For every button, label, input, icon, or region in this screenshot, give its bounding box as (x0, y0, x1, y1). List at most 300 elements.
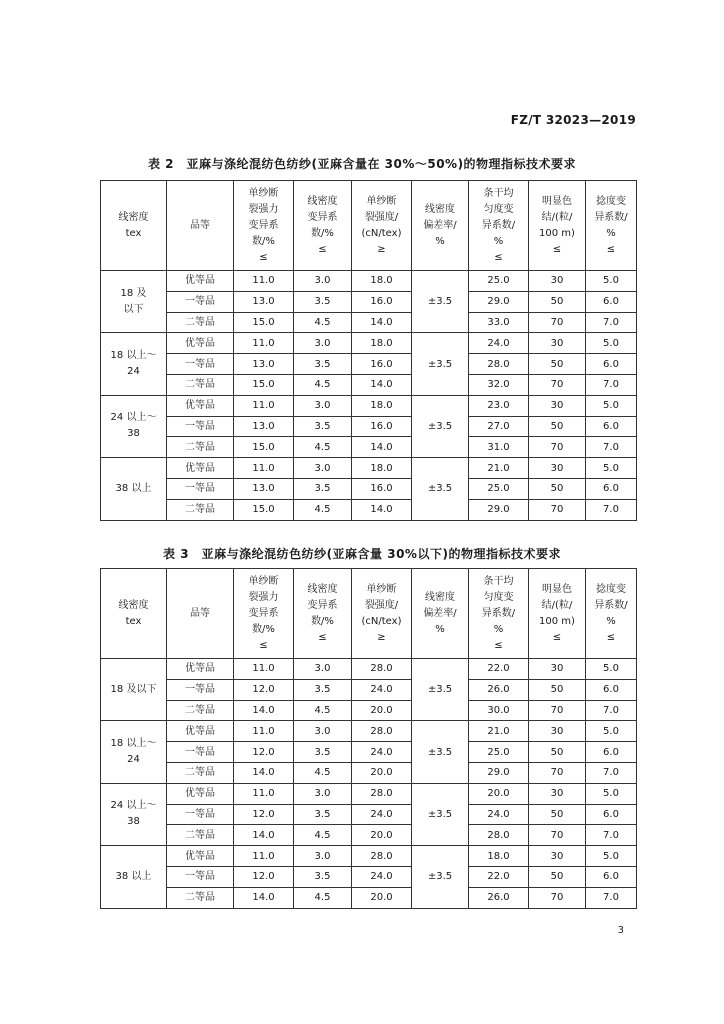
table-row (101, 333, 637, 354)
table-row (101, 659, 637, 680)
evenness-cv-cell: 26.0 (469, 679, 529, 700)
grade-cell: 优等品 (167, 783, 234, 804)
column-header (469, 181, 529, 271)
column-header-line: % (606, 615, 616, 627)
column-header-line: 变异系 (248, 607, 279, 619)
column-header-line: 线密度 (425, 591, 455, 603)
density-cv-cell: 4.5 (294, 825, 352, 846)
tenacity-cell: 20.0 (352, 887, 412, 908)
grade-cell: 二等品 (167, 499, 234, 520)
evenness-cv-cell: 21.0 (469, 458, 529, 479)
density-cv-cell: 3.5 (294, 478, 352, 499)
density-cv-cell: 3.5 (294, 866, 352, 887)
density-range-line: 以下 (123, 303, 144, 315)
evenness-cv-cell: 22.0 (469, 659, 529, 680)
tenacity-cell: 24.0 (352, 742, 412, 763)
neps-cell: 70 (529, 374, 586, 395)
twist-cv-cell: 7.0 (586, 825, 637, 846)
strength-cv-cell: 14.0 (234, 825, 294, 846)
strength-cv-cell: 13.0 (234, 354, 294, 375)
neps-cell: 50 (529, 679, 586, 700)
column-header-line: 线密度 (307, 583, 338, 595)
strength-cv-cell: 15.0 (234, 312, 294, 333)
neps-cell: 50 (529, 291, 586, 312)
column-header-line: ≥ (377, 243, 386, 255)
table-row (101, 271, 637, 292)
twist-cv-cell: 5.0 (586, 271, 637, 292)
tenacity-cell: 14.0 (352, 499, 412, 520)
density-range-cell (101, 846, 167, 908)
density-range-line: 24 以上～ (110, 412, 157, 424)
strength-cv-cell: 12.0 (234, 679, 294, 700)
density-cv-cell: 3.0 (294, 659, 352, 680)
density-range-cell (101, 783, 167, 845)
strength-cv-cell: 15.0 (234, 499, 294, 520)
tenacity-cell: 16.0 (352, 478, 412, 499)
evenness-cv-cell: 25.0 (469, 742, 529, 763)
column-header-line: % (493, 623, 504, 635)
twist-cv-cell: 6.0 (586, 679, 637, 700)
table-3-caption: 表 3 亚麻与涤纶混纺色纺纱(亚麻含量 30%以下)的物理指标技术要求 (163, 547, 561, 561)
column-header-line: % (435, 623, 445, 635)
grade-cell: 二等品 (167, 825, 234, 846)
density-range-cell (101, 458, 167, 520)
column-header-line: 偏差率/ (423, 219, 457, 231)
neps-cell: 30 (529, 271, 586, 292)
neps-cell: 50 (529, 416, 586, 437)
density-range-cell (101, 271, 167, 333)
density-cv-cell: 4.5 (294, 762, 352, 783)
column-header-line: ≤ (552, 631, 562, 643)
neps-cell: 70 (529, 312, 586, 333)
density-cv-cell: 3.5 (294, 679, 352, 700)
deviation-cell: ±3.5 (412, 846, 469, 908)
density-cv-cell: 3.0 (294, 721, 352, 742)
twist-cv-cell: 5.0 (586, 333, 637, 354)
column-header (101, 569, 167, 659)
grade-cell: 一等品 (167, 742, 234, 763)
table-3 (100, 568, 637, 909)
evenness-cv-cell: 21.0 (469, 721, 529, 742)
strength-cv-cell: 14.0 (234, 887, 294, 908)
tenacity-cell: 16.0 (352, 354, 412, 375)
tenacity-cell: 14.0 (352, 374, 412, 395)
table-row (101, 825, 637, 846)
strength-cv-cell: 11.0 (234, 721, 294, 742)
grade-cell: 优等品 (167, 721, 234, 742)
density-range-line: 38 (127, 816, 140, 828)
table-row (101, 721, 637, 742)
deviation-cell: ±3.5 (412, 721, 469, 783)
column-header-line: 线密度 (425, 203, 455, 215)
density-range-line: 38 (127, 428, 140, 440)
tenacity-cell: 18.0 (352, 458, 412, 479)
twist-cv-cell: 5.0 (586, 846, 637, 867)
evenness-cv-cell: 22.0 (469, 866, 529, 887)
column-header-line: 线密度 (118, 599, 149, 611)
column-header (352, 181, 412, 271)
deviation-cell: ±3.5 (412, 783, 469, 845)
column-header (352, 569, 412, 659)
tenacity-cell: 20.0 (352, 762, 412, 783)
column-header-line: tex (125, 615, 142, 627)
density-range-cell (101, 395, 167, 457)
tenacity-cell: 14.0 (352, 437, 412, 458)
table-row (101, 354, 637, 375)
neps-cell: 30 (529, 846, 586, 867)
column-header-line: 条干均 (483, 187, 514, 199)
grade-cell: 优等品 (167, 659, 234, 680)
neps-cell: 30 (529, 458, 586, 479)
strength-cv-cell: 13.0 (234, 291, 294, 312)
twist-cv-cell: 6.0 (586, 416, 637, 437)
neps-cell: 30 (529, 721, 586, 742)
neps-cell: 30 (529, 333, 586, 354)
table-2 (100, 180, 637, 521)
density-cv-cell: 3.5 (294, 354, 352, 375)
density-cv-cell: 3.0 (294, 333, 352, 354)
twist-cv-cell: 6.0 (586, 804, 637, 825)
twist-cv-cell: 7.0 (586, 762, 637, 783)
density-cv-cell: 3.5 (294, 742, 352, 763)
column-header-line: ≤ (318, 631, 327, 643)
column-header-line: 明显色 (542, 195, 572, 207)
grade-cell: 二等品 (167, 374, 234, 395)
column-header-line: ≤ (494, 251, 503, 263)
column-header (586, 569, 637, 659)
column-header (234, 181, 294, 271)
column-header-line: 单纱断 (248, 575, 279, 587)
evenness-cv-cell: 26.0 (469, 887, 529, 908)
column-header (234, 569, 294, 659)
table-row (101, 478, 637, 499)
neps-cell: 50 (529, 866, 586, 887)
strength-cv-cell: 14.0 (234, 762, 294, 783)
density-range-line: 38 以上 (115, 482, 152, 494)
strength-cv-cell: 11.0 (234, 846, 294, 867)
density-range-line: 24 (127, 754, 140, 766)
tenacity-cell: 16.0 (352, 291, 412, 312)
column-header-line: 裂强力 (248, 591, 279, 603)
column-header-line: 捻度变 (596, 583, 626, 595)
evenness-cv-cell: 29.0 (469, 762, 529, 783)
column-header-line: 品等 (190, 607, 210, 619)
column-header-line: 结/(粒/ (541, 211, 573, 223)
column-header-line: 100 m) (539, 227, 575, 239)
column-header-line: 线密度 (118, 211, 149, 223)
neps-cell: 70 (529, 700, 586, 721)
strength-cv-cell: 11.0 (234, 659, 294, 680)
density-cv-cell: 3.0 (294, 395, 352, 416)
column-header-line: 条干均 (483, 575, 514, 587)
tenacity-cell: 28.0 (352, 846, 412, 867)
column-header-line: ≤ (606, 631, 616, 643)
grade-cell: 二等品 (167, 312, 234, 333)
table-2-caption: 表 2 亚麻与涤纶混纺色纺纱(亚麻含量在 30%～50%)的物理指标技术要求 (147, 157, 577, 171)
evenness-cv-cell: 33.0 (469, 312, 529, 333)
evenness-cv-cell: 30.0 (469, 700, 529, 721)
density-cv-cell: 3.5 (294, 291, 352, 312)
grade-cell: 一等品 (167, 354, 234, 375)
neps-cell: 70 (529, 762, 586, 783)
column-header (469, 569, 529, 659)
column-header (529, 181, 586, 271)
evenness-cv-cell: 20.0 (469, 783, 529, 804)
neps-cell: 30 (529, 659, 586, 680)
twist-cv-cell: 6.0 (586, 354, 637, 375)
grade-cell: 一等品 (167, 679, 234, 700)
standard-code: FZ/T 32023—2019 (510, 113, 636, 127)
neps-cell: 50 (529, 478, 586, 499)
table-row (101, 762, 637, 783)
table-row (101, 846, 637, 867)
grade-cell: 优等品 (167, 333, 234, 354)
density-cv-cell: 3.5 (294, 804, 352, 825)
density-cv-cell: 4.5 (294, 312, 352, 333)
column-header-line: 100 m) (539, 615, 575, 627)
table-row (101, 395, 637, 416)
neps-cell: 70 (529, 499, 586, 520)
evenness-cv-cell: 28.0 (469, 354, 529, 375)
tenacity-cell: 14.0 (352, 312, 412, 333)
tenacity-cell: 24.0 (352, 866, 412, 887)
column-header (412, 181, 469, 271)
table-row (101, 291, 637, 312)
column-header (529, 569, 586, 659)
deviation-cell: ±3.5 (412, 333, 469, 395)
neps-cell: 50 (529, 354, 586, 375)
column-header-line: 线密度 (307, 195, 338, 207)
page-number: 3 (617, 925, 624, 936)
twist-cv-cell: 6.0 (586, 866, 637, 887)
twist-cv-cell: 6.0 (586, 478, 637, 499)
table-row (101, 679, 637, 700)
column-header (294, 181, 352, 271)
column-header-line: 裂强度/ (364, 211, 399, 223)
grade-cell: 二等品 (167, 437, 234, 458)
column-header-line: 数/% (311, 615, 334, 627)
density-cv-cell: 4.5 (294, 700, 352, 721)
density-range-line: 18 以上～ (110, 350, 157, 362)
twist-cv-cell: 5.0 (586, 458, 637, 479)
table-row (101, 437, 637, 458)
tenacity-cell: 20.0 (352, 700, 412, 721)
neps-cell: 30 (529, 783, 586, 804)
evenness-cv-cell: 24.0 (469, 804, 529, 825)
column-header-line: 匀度变 (483, 203, 514, 215)
density-range-cell (101, 333, 167, 395)
column-header-line: (cN/tex) (361, 227, 402, 239)
grade-cell: 一等品 (167, 291, 234, 312)
grade-cell: 优等品 (167, 458, 234, 479)
evenness-cv-cell: 25.0 (469, 478, 529, 499)
strength-cv-cell: 13.0 (234, 478, 294, 499)
table-header-row (101, 181, 637, 271)
grade-cell: 一等品 (167, 804, 234, 825)
column-header-line: 明显色 (542, 583, 572, 595)
density-cv-cell: 3.0 (294, 458, 352, 479)
grade-cell: 优等品 (167, 271, 234, 292)
strength-cv-cell: 15.0 (234, 374, 294, 395)
column-header-line: 捻度变 (596, 195, 626, 207)
density-cv-cell: 3.0 (294, 783, 352, 804)
grade-cell: 二等品 (167, 700, 234, 721)
neps-cell: 70 (529, 887, 586, 908)
table-row (101, 700, 637, 721)
twist-cv-cell: 7.0 (586, 312, 637, 333)
table-row (101, 866, 637, 887)
strength-cv-cell: 11.0 (234, 783, 294, 804)
table-row (101, 312, 637, 333)
strength-cv-cell: 15.0 (234, 437, 294, 458)
grade-cell: 优等品 (167, 846, 234, 867)
evenness-cv-cell: 31.0 (469, 437, 529, 458)
strength-cv-cell: 12.0 (234, 866, 294, 887)
density-range-line: 18 以上～ (110, 738, 157, 750)
tenacity-cell: 20.0 (352, 825, 412, 846)
twist-cv-cell: 7.0 (586, 700, 637, 721)
evenness-cv-cell: 25.0 (469, 271, 529, 292)
column-header-line: 异系数/ (594, 211, 628, 223)
tenacity-cell: 24.0 (352, 679, 412, 700)
table-row (101, 887, 637, 908)
strength-cv-cell: 11.0 (234, 271, 294, 292)
grade-cell: 优等品 (167, 395, 234, 416)
twist-cv-cell: 5.0 (586, 395, 637, 416)
strength-cv-cell: 11.0 (234, 458, 294, 479)
density-cv-cell: 3.0 (294, 846, 352, 867)
tenacity-cell: 18.0 (352, 271, 412, 292)
twist-cv-cell: 5.0 (586, 659, 637, 680)
deviation-cell: ±3.5 (412, 395, 469, 457)
twist-cv-cell: 7.0 (586, 437, 637, 458)
column-header (586, 181, 637, 271)
column-header-line: 单纱断 (366, 583, 397, 595)
table-row (101, 783, 637, 804)
grade-cell: 一等品 (167, 866, 234, 887)
column-header-line: 异系数/ (594, 599, 628, 611)
density-cv-cell: 4.5 (294, 374, 352, 395)
column-header-line: 品等 (190, 219, 210, 231)
column-header-line: 变异系 (307, 599, 338, 611)
table-header-row (101, 569, 637, 659)
evenness-cv-cell: 29.0 (469, 499, 529, 520)
neps-cell: 50 (529, 804, 586, 825)
column-header-line: % (493, 235, 504, 247)
neps-cell: 70 (529, 437, 586, 458)
tenacity-cell: 16.0 (352, 416, 412, 437)
column-header (167, 569, 234, 659)
twist-cv-cell: 6.0 (586, 742, 637, 763)
column-header-line: % (606, 227, 616, 239)
table-row (101, 458, 637, 479)
neps-cell: 70 (529, 825, 586, 846)
neps-cell: 30 (529, 395, 586, 416)
grade-cell: 一等品 (167, 416, 234, 437)
column-header-line: (cN/tex) (361, 615, 402, 627)
density-range-line: 24 以上～ (110, 800, 157, 812)
neps-cell: 50 (529, 742, 586, 763)
density-range-line: 38 以上 (115, 870, 152, 882)
column-header-line: 异系数/ (481, 219, 516, 231)
column-header-line: ≤ (494, 639, 503, 651)
strength-cv-cell: 11.0 (234, 395, 294, 416)
tenacity-cell: 24.0 (352, 804, 412, 825)
tenacity-cell: 18.0 (352, 333, 412, 354)
twist-cv-cell: 7.0 (586, 374, 637, 395)
tenacity-cell: 18.0 (352, 395, 412, 416)
column-header-line: 异系数/ (481, 607, 516, 619)
density-cv-cell: 4.5 (294, 499, 352, 520)
tenacity-cell: 28.0 (352, 659, 412, 680)
evenness-cv-cell: 29.0 (469, 291, 529, 312)
column-header-line: ≤ (606, 243, 616, 255)
strength-cv-cell: 13.0 (234, 416, 294, 437)
column-header-line: 裂强度/ (364, 599, 399, 611)
column-header-line: 结/(粒/ (541, 599, 573, 611)
column-header (101, 181, 167, 271)
twist-cv-cell: 6.0 (586, 291, 637, 312)
column-header-line: tex (125, 227, 142, 239)
density-cv-cell: 4.5 (294, 437, 352, 458)
column-header-line: ≥ (377, 631, 386, 643)
evenness-cv-cell: 23.0 (469, 395, 529, 416)
strength-cv-cell: 12.0 (234, 804, 294, 825)
column-header-line: 偏差率/ (423, 607, 457, 619)
grade-cell: 一等品 (167, 478, 234, 499)
density-cv-cell: 3.5 (294, 416, 352, 437)
column-header-line: ≤ (259, 639, 268, 651)
column-header-line: 数/% (252, 623, 275, 635)
column-header-line: 单纱断 (366, 195, 397, 207)
deviation-cell: ±3.5 (412, 271, 469, 333)
density-cv-cell: 3.0 (294, 271, 352, 292)
column-header-line: % (435, 235, 445, 247)
column-header (167, 181, 234, 271)
column-header-line: 数/% (311, 227, 334, 239)
grade-cell: 二等品 (167, 887, 234, 908)
strength-cv-cell: 12.0 (234, 742, 294, 763)
twist-cv-cell: 5.0 (586, 721, 637, 742)
evenness-cv-cell: 18.0 (469, 846, 529, 867)
twist-cv-cell: 7.0 (586, 499, 637, 520)
deviation-cell: ±3.5 (412, 659, 469, 721)
evenness-cv-cell: 28.0 (469, 825, 529, 846)
table-row (101, 416, 637, 437)
column-header-line: ≤ (318, 243, 327, 255)
density-range-line: 18 及以下 (110, 683, 157, 695)
deviation-cell: ±3.5 (412, 458, 469, 520)
evenness-cv-cell: 32.0 (469, 374, 529, 395)
density-range-line: 24 (127, 366, 140, 378)
table-row (101, 804, 637, 825)
strength-cv-cell: 11.0 (234, 333, 294, 354)
density-range-cell (101, 721, 167, 783)
tenacity-cell: 28.0 (352, 783, 412, 804)
density-cv-cell: 4.5 (294, 887, 352, 908)
column-header-line: 裂强力 (248, 203, 279, 215)
column-header (294, 569, 352, 659)
table-row (101, 499, 637, 520)
evenness-cv-cell: 27.0 (469, 416, 529, 437)
tenacity-cell: 28.0 (352, 721, 412, 742)
column-header-line: 数/% (252, 235, 275, 247)
table-row (101, 742, 637, 763)
evenness-cv-cell: 24.0 (469, 333, 529, 354)
column-header-line: ≤ (259, 251, 268, 263)
table-row (101, 374, 637, 395)
grade-cell: 二等品 (167, 762, 234, 783)
